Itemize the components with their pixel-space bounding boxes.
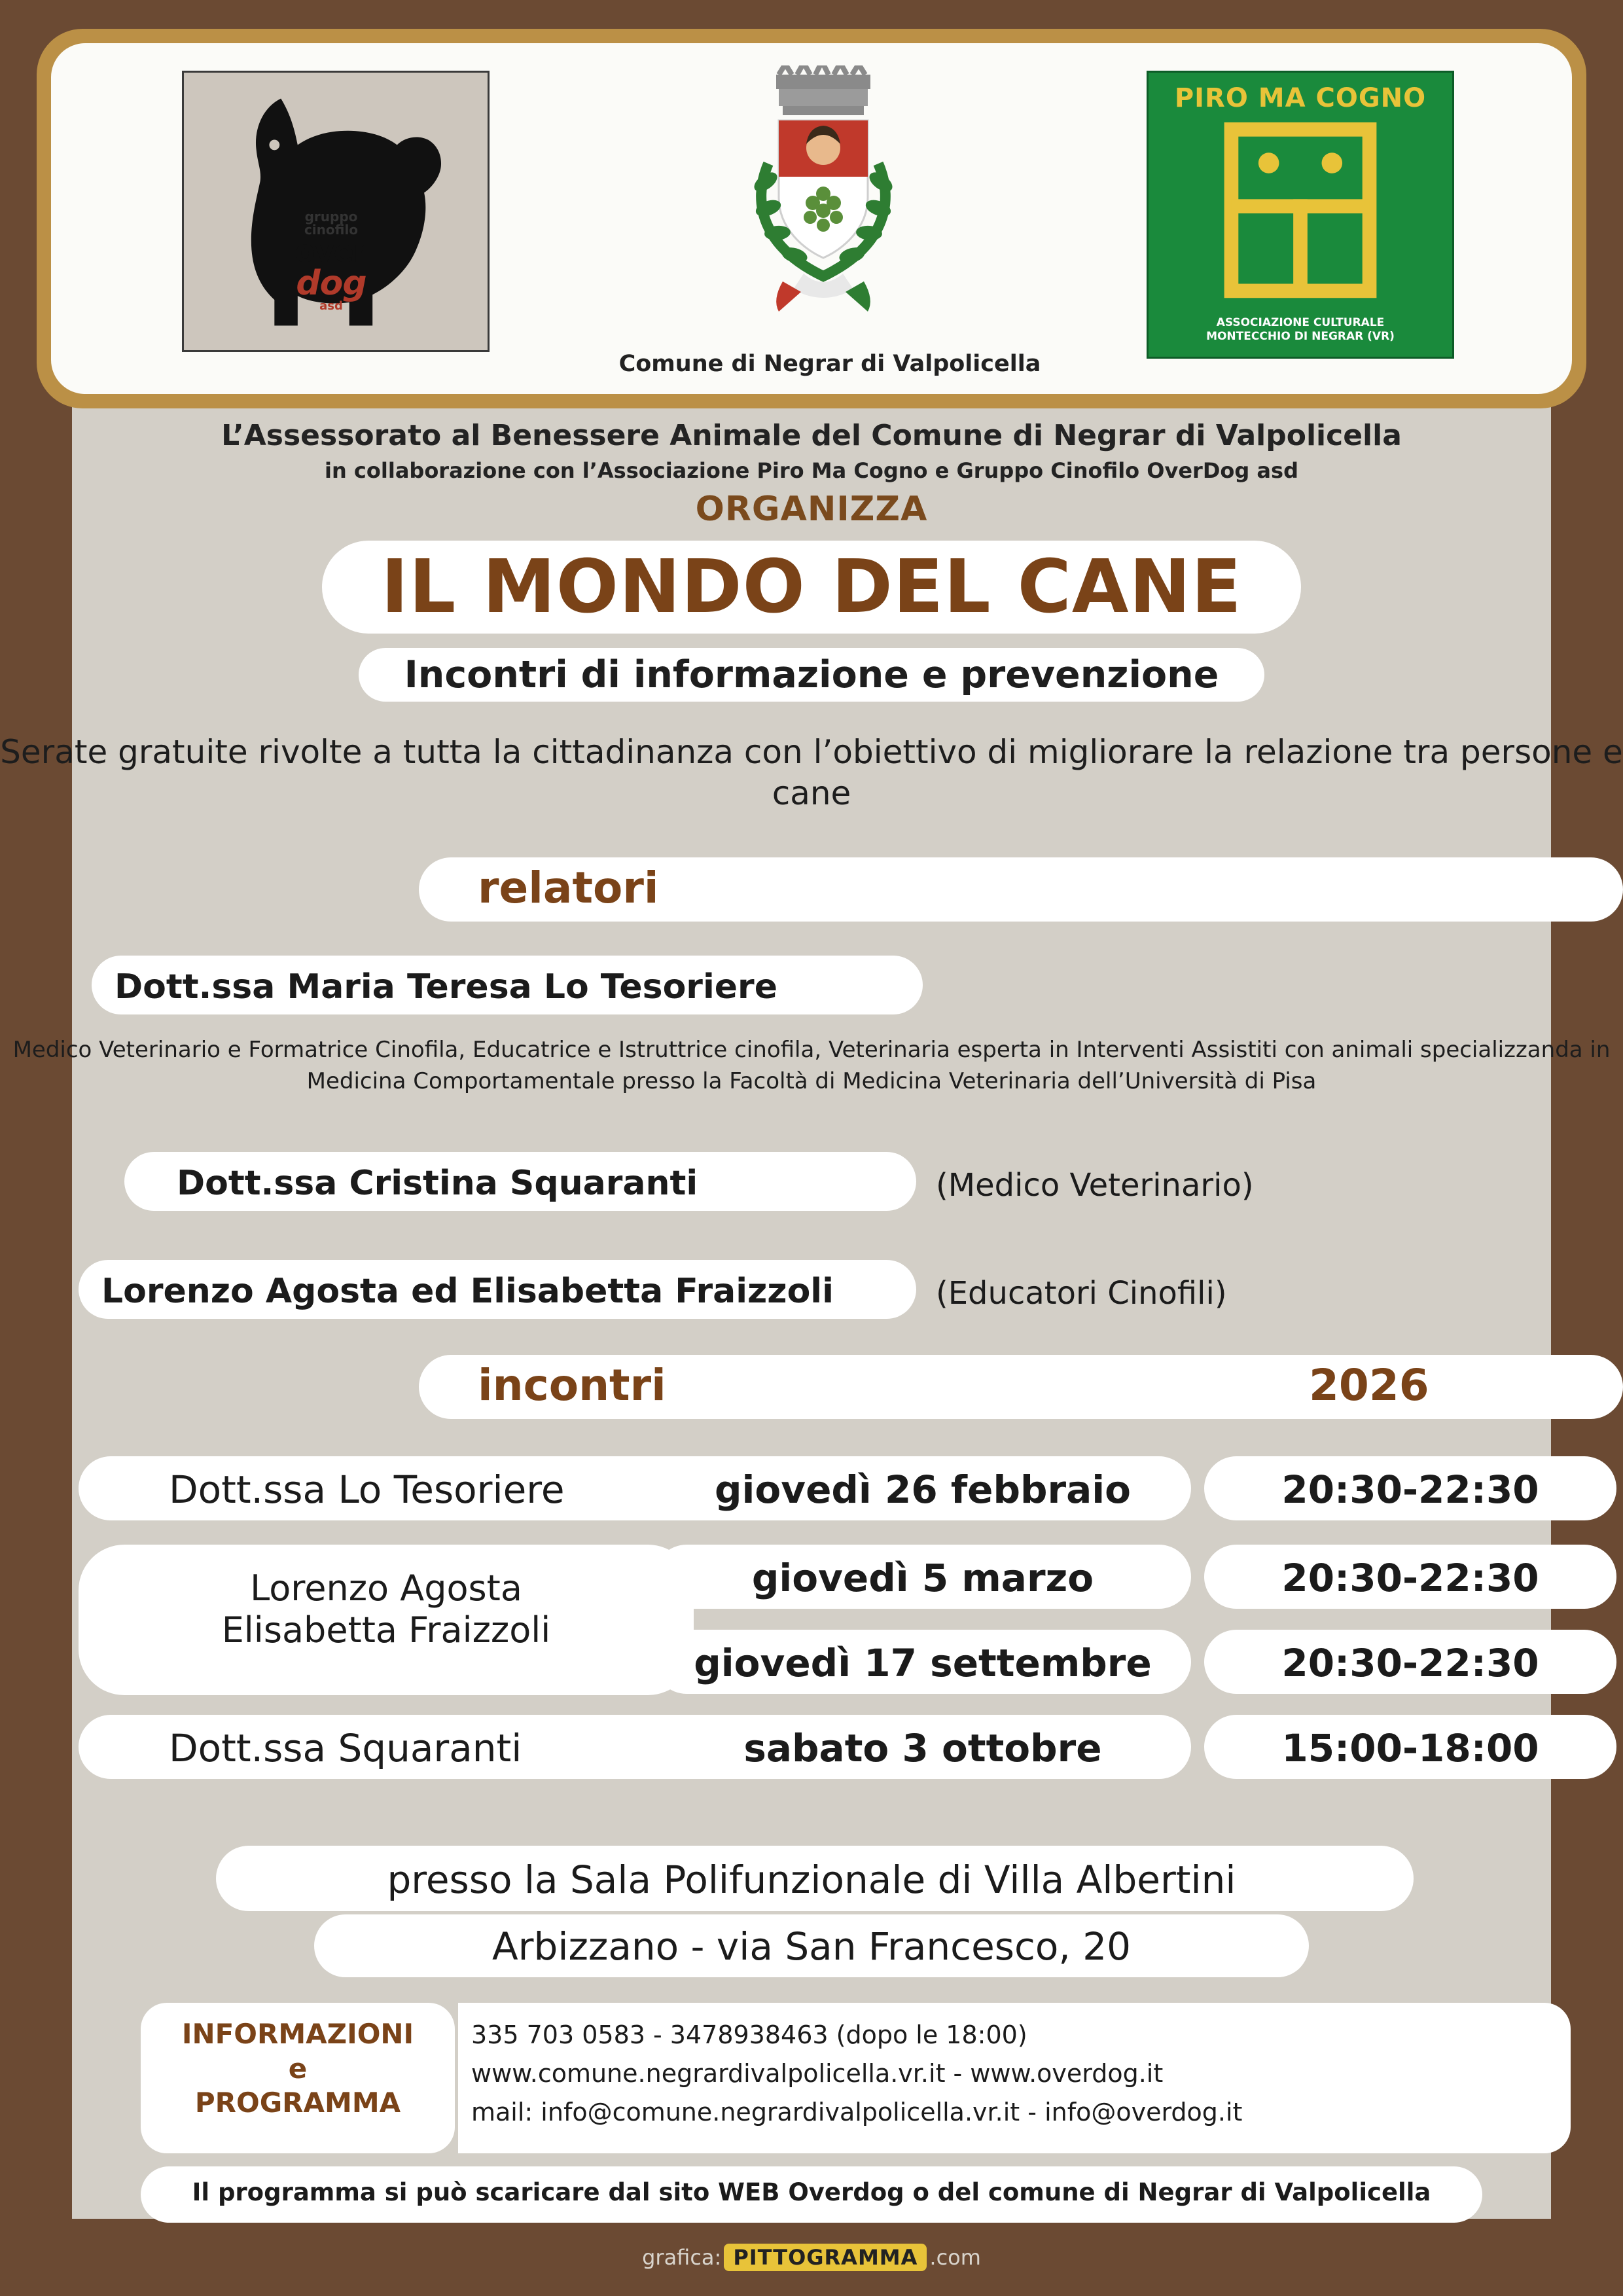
meeting-row-1-speaker: Dott.ssa Lo Tesoriere — [169, 1467, 565, 1512]
speaker-1-name: Dott.ssa Maria Teresa Lo Tesoriere — [115, 967, 777, 1007]
contact-websites[interactable]: www.comune.negrardivalpolicella.vr.it - www.overdog.it — [471, 2058, 1164, 2088]
meeting-row-2-speaker-line1: Lorenzo Agosta — [250, 1568, 522, 1609]
speaker-1-bio: Medico Veterinario e Formatrice Cinofila, Educatrice e Istruttrice cinofila, Veterinaria esperta in Interventi Assistiti con animali specializzanda in Medicina Comportamentale presso la Facoltà di Medicina Veterinaria dell’Università di Pisa — [12, 1037, 1611, 1095]
meeting-row-1-time: 20:30-22:30 — [1281, 1467, 1539, 1512]
comune-coat-of-arms — [705, 65, 941, 347]
venue-line2: Arbizzano - via San Francesco, 20 — [491, 1924, 1132, 1969]
meeting-row-2-speaker-line2: Elisabetta Fraizzoli — [221, 1609, 551, 1651]
header-frame — [37, 29, 1586, 408]
info-label-line3: PROGRAMMA — [194, 2087, 401, 2119]
piro-emblem-icon — [1149, 73, 1452, 357]
speakers-section-label: relatori — [478, 863, 659, 913]
download-note: Il programma si può scaricare dal sito WEB Overdog o del comune di Negrar di Valpolicella — [192, 2178, 1431, 2206]
piro-title: PIRO MA COGNO — [1174, 83, 1427, 113]
meetings-section-label: incontri — [478, 1360, 666, 1410]
speaker-2-name: Dott.ssa Cristina Squaranti — [177, 1164, 698, 1203]
overdog-line5: asd — [319, 299, 343, 313]
piro-sub-line1: ASSOCIAZIONE CULTURALE — [1216, 315, 1385, 329]
info-label — [141, 2017, 455, 2121]
speaker-3-name: Lorenzo Agosta ed Elisabetta Fraizzoli — [101, 1272, 834, 1311]
description-text: Serate gratuite rivolte a tutta la cittadinanza con l’obiettivo di migliorare la relazione tra persone e cane — [0, 733, 1623, 812]
credit-suffix: .com — [929, 2245, 981, 2270]
subtitle-wrap — [0, 648, 1623, 702]
credit-prefix: grafica: — [642, 2245, 722, 2270]
contact-details — [471, 2016, 1558, 2132]
meeting-row-4-time: 15:00-18:00 — [1281, 1726, 1539, 1770]
meeting-row-4-date: sabato 3 ottobre — [743, 1726, 1102, 1770]
page-subtitle: Incontri di informazione e prevenzione — [359, 648, 1265, 702]
meetings-year: 2026 — [1309, 1360, 1429, 1410]
meeting-row-2-speaker — [105, 1568, 668, 1651]
info-label-line1: INFORMAZIONI — [181, 2018, 414, 2050]
piro-ma-cogno-logo — [1147, 71, 1454, 359]
overdog-logo-text — [262, 210, 400, 312]
contact-phones: 335 703 0583 - 3478938463 (dopo le 18:00) — [471, 2020, 1027, 2049]
meeting-row-3-time: 20:30-22:30 — [1281, 1641, 1539, 1685]
page-title: IL MONDO DEL CANE — [322, 541, 1301, 634]
piro-subtitle — [1149, 316, 1452, 344]
credit-brand: PITTOGRAMMA — [724, 2244, 927, 2271]
meeting-row-2-time: 20:30-22:30 — [1281, 1556, 1539, 1600]
header-inner — [51, 43, 1572, 394]
overdog-line2: cinofilo — [304, 222, 359, 238]
meeting-row-2-date: giovedì 5 marzo — [751, 1556, 1094, 1600]
overdog-line4: dog — [296, 264, 366, 303]
info-label-line2: e — [288, 2052, 308, 2085]
meeting-row-3-date: giovedì 17 settembre — [694, 1641, 1152, 1685]
comune-caption: Comune di Negrar di Valpolicella — [618, 351, 1041, 377]
main-title-wrap — [0, 541, 1623, 634]
overdog-logo — [182, 71, 490, 352]
meeting-row-1-date: giovedì 26 febbraio — [715, 1467, 1131, 1512]
coat-of-arms-icon — [705, 65, 941, 347]
venue-line1: presso la Sala Polifunzionale di Villa Albertini — [387, 1857, 1236, 1902]
contact-emails[interactable]: mail: info@comune.negrardivalpolicella.vr.it - info@overdog.it — [471, 2097, 1243, 2126]
collaboration-line: in collaborazione con l’Associazione Piro Ma Cogno e Gruppo Cinofilo OverDog asd — [325, 458, 1298, 483]
meeting-row-4-speaker: Dott.ssa Squaranti — [169, 1726, 522, 1770]
speaker-2-role: (Medico Veterinario) — [936, 1167, 1254, 1204]
organizza-label: ORGANIZZA — [695, 490, 928, 529]
organizer-line: L’Assessorato al Benessere Animale del Comune di Negrar di Valpolicella — [221, 419, 1402, 452]
overdog-line3: over — [294, 234, 368, 269]
speaker-3-role: (Educatori Cinofili) — [936, 1275, 1227, 1312]
overdog-line1: gruppo — [304, 209, 358, 224]
graphics-credit — [0, 2244, 1623, 2271]
piro-sub-line2: MONTECCHIO DI NEGRAR (VR) — [1206, 329, 1395, 343]
